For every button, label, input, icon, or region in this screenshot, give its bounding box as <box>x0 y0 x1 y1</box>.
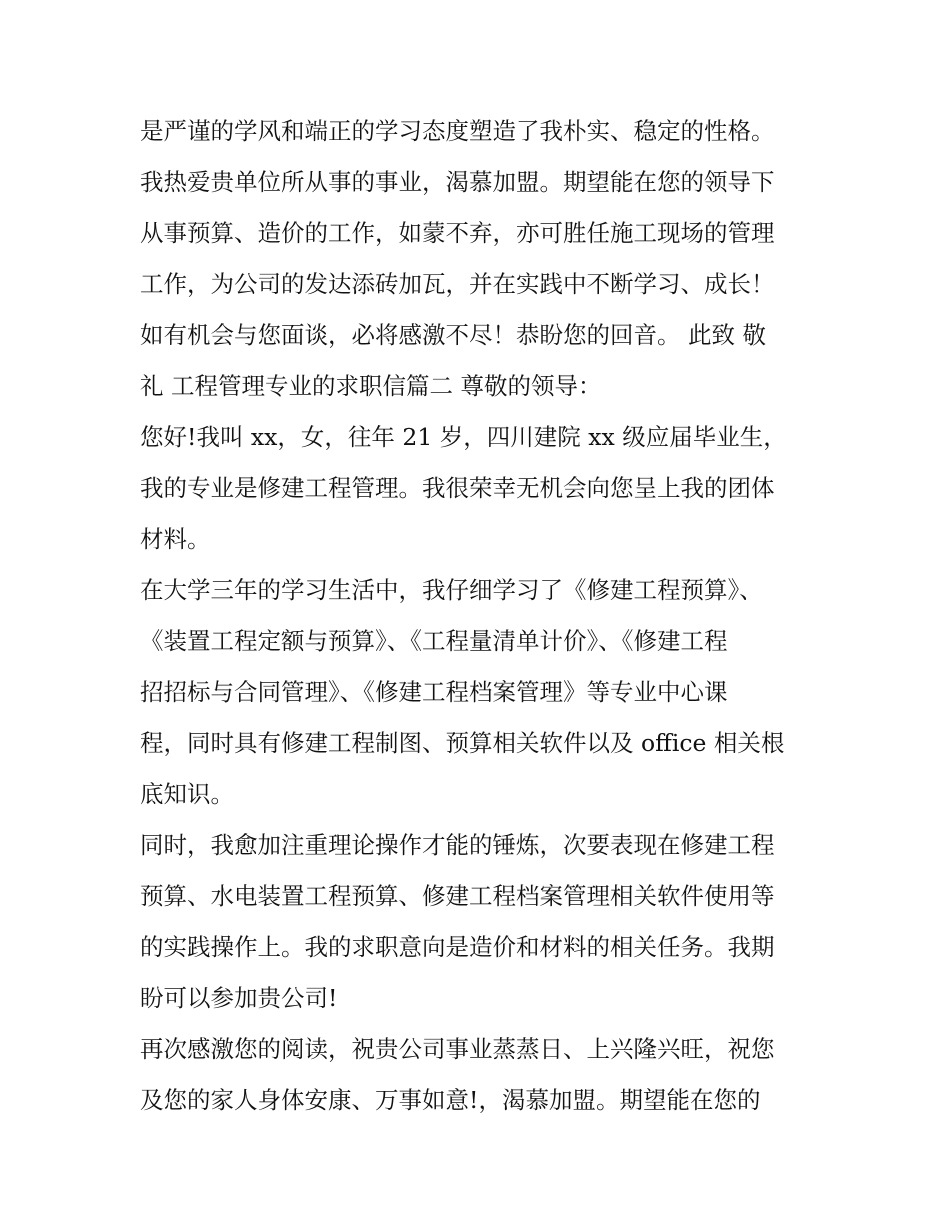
text-line-5: 如有机会与您面谈，必将感激不尽！恭盼您的回音。 此致 敬 <box>140 321 766 349</box>
text-line-9: 材料。 <box>140 525 211 553</box>
text-line-13: 程，同时具有修建工程制图、预算相关软件以及 office 相关根 <box>140 729 785 757</box>
text-line-19: 再次感激您的阅读，祝贵公司事业蒸蒸日、上兴隆兴旺，祝您 <box>140 1035 775 1063</box>
text-line-1: 是严谨的学风和端正的学习态度塑造了我朴实、稳定的性格。 <box>140 117 775 145</box>
text-line-10: 在大学三年的学习生活中，我仔细学习了《修建工程预算》、 <box>140 576 763 604</box>
text-line-18: 盼可以参加贵公司! <box>140 984 338 1012</box>
text-line-12: 招招标与合同管理》、《修建工程档案管理》等专业中心课 <box>140 678 728 706</box>
text-line-7: 您好!我叫 xx，女，往年 21 岁，四川建院 xx 级应届毕业生， <box>140 423 787 451</box>
text-line-3: 从事预算、造价的工作，如蒙不弃，亦可胜任施工现场的管理 <box>140 219 775 247</box>
text-line-11: 《装置工程定额与预算》、《工程量清单计价》、《修建工程 <box>140 627 728 655</box>
text-line-17: 的实践操作上。我的求职意向是造价和材料的相关任务。我期 <box>140 933 775 961</box>
text-line-15: 同时，我愈加注重理论操作才能的锤炼，次要表现在修建工程 <box>140 831 775 859</box>
text-line-4: 工作，为公司的发达添砖加瓦，并在实践中不断学习、成长！ <box>140 270 775 298</box>
letter-body <box>140 106 820 1126</box>
text-line-6: 礼 工程管理专业的求职信篇二 尊敬的领导： <box>140 372 602 400</box>
text-line-2: 我热爱贵单位所从事的事业，渴慕加盟。期望能在您的领导下 <box>140 168 775 196</box>
text-line-20: 及您的家人身体安康、万事如意!，渴慕加盟。期望能在您的 <box>140 1086 761 1114</box>
text-line-16: 预算、水电装置工程预算、修建工程档案管理相关软件使用等 <box>140 882 775 910</box>
text-line-14: 底知识。 <box>140 780 234 808</box>
text-line-8: 我的专业是修建工程管理。我很荣幸无机会向您呈上我的团体 <box>140 474 775 502</box>
